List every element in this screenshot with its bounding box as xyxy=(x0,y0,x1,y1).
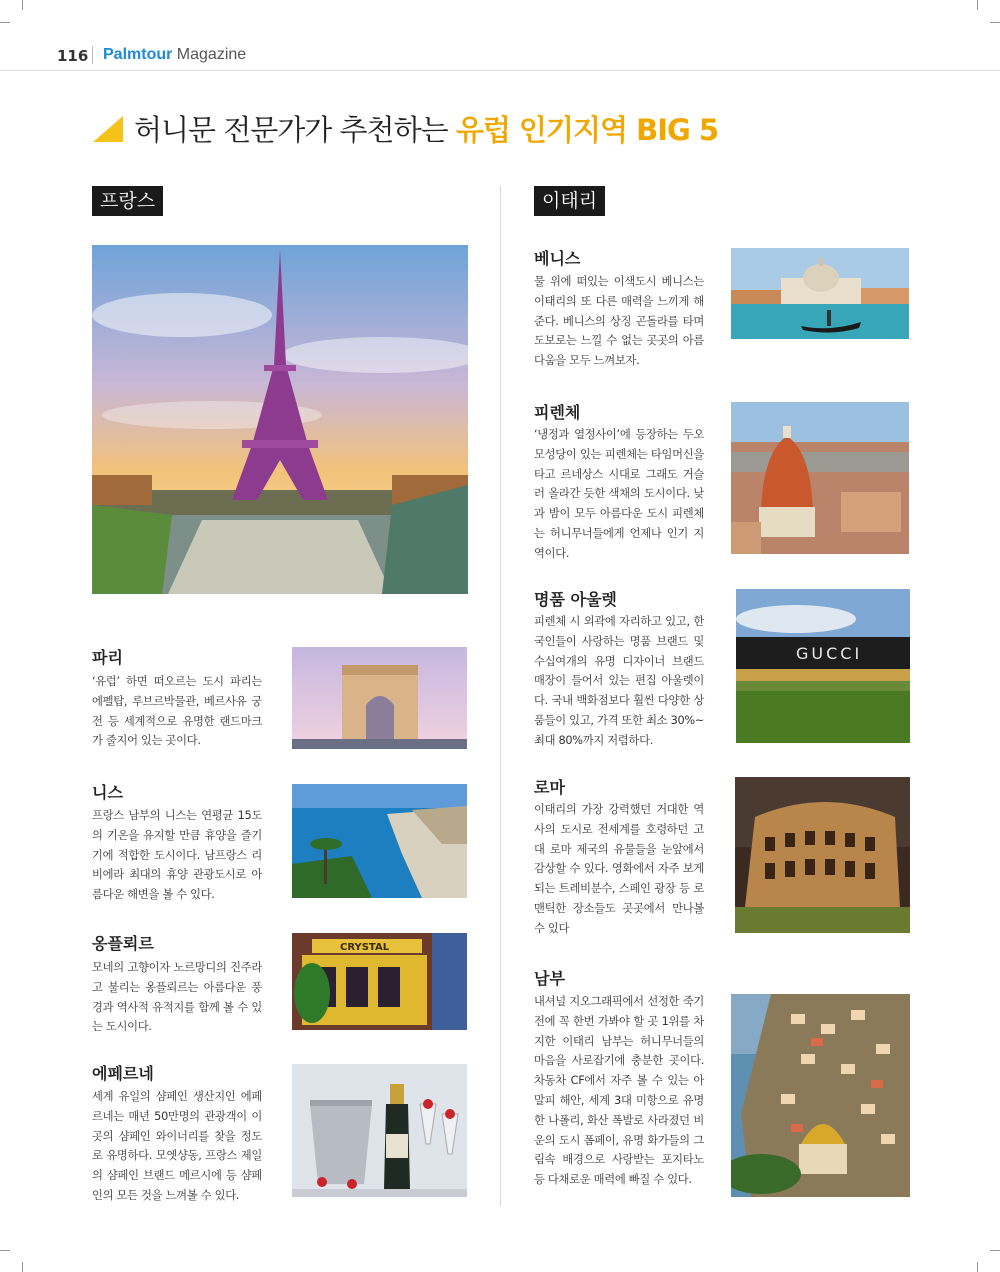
section-text-nice: 프랑스 남부의 니스는 연평균 15도의 기온을 유지할 만큼 휴양을 즐기기에 적합한 도시이다. 남프랑스 리비에라 최대의 휴양 관광도시로 아름다운 해변을 볼 수 있다. xyxy=(92,809,262,902)
page-header xyxy=(0,40,1000,71)
crop-mark xyxy=(977,0,978,10)
crystal-sign-text: CRYSTAL xyxy=(340,942,390,953)
column-divider xyxy=(500,186,501,1206)
eiffel-tower-photo xyxy=(92,245,468,594)
section-heading-venice: 베니스 xyxy=(534,249,581,268)
arc-de-triomphe-photo xyxy=(292,647,467,749)
brand-light: Magazine xyxy=(176,46,247,63)
section-text-rome: 이태리의 가장 강력했던 거대한 역사의 도시로 전세계를 호령하던 고대 로마 제국의 유물들을 눈앞에서 감상할 수 있다. 영화에서 자주 보게 되는 트레비분수, 스페인 광장 등 로맨틱한 장소들도 곳곳에서 만나볼 수 있다 xyxy=(534,803,704,935)
section-text-paris: ‘유럽’ 하면 떠오르는 도시 파리는 에펠탑, 루브르박물관, 베르사유 궁전 등 세계적으로 유명한 랜드마크가 줄지어 있는 곳이다. xyxy=(92,675,262,748)
crop-mark xyxy=(0,1250,10,1251)
brand-bold: Palmtour xyxy=(103,46,173,63)
crop-mark xyxy=(22,0,23,10)
gucci-outlet-photo xyxy=(736,589,910,743)
section-heading-epernay: 에페르네 xyxy=(92,1064,154,1083)
crop-mark xyxy=(977,1262,978,1272)
section-heading-south: 남부 xyxy=(534,969,565,988)
crop-mark xyxy=(990,1250,1000,1251)
title-prefix: 허니문 전문가가 추천하는 xyxy=(134,113,456,147)
section-text-honfleur: 모네의 고향이자 노르망디의 진주라고 불리는 옹플뢰르는 아름다운 풍경과 역사적 유적지를 함께 볼 수 있는 도시이다. xyxy=(92,961,262,1034)
section-heading-outlet: 명품 아울렛 xyxy=(534,590,617,609)
section-heading-nice: 니스 xyxy=(92,783,123,802)
section-text-venice: 물 위에 떠있는 이색도시 베니스는 이태리의 또 다른 매력을 느끼게 해준다. 베니스의 상징 곤돌라를 타며 도보로는 느낄 수 없는 곳곳의 아름다움을 모두 느껴보자. xyxy=(534,275,704,368)
magazine-brand xyxy=(103,46,246,64)
florence-duomo-photo xyxy=(731,402,909,554)
header-divider xyxy=(92,46,93,64)
section-heading-honfleur: 옹플뢰르 xyxy=(92,934,154,953)
colosseum-photo xyxy=(735,777,910,933)
page-number: 116 xyxy=(57,47,89,65)
venice-gondola-photo xyxy=(731,248,909,339)
positano-photo xyxy=(731,994,910,1197)
crop-mark xyxy=(0,22,10,23)
gucci-sign-text: GUCCI xyxy=(796,644,863,663)
section-text-epernay: 세계 유일의 샴페인 생산지인 에페르네는 매년 50만명의 관광객이 이곳의 샴페인 와이너리를 찾을 정도로 유명하다. 모엣샹동, 프랑스 제일의 샴페인 브랜드 메르시에 등 샴페인의 모든 것을 느껴볼 수 있다. xyxy=(92,1090,262,1202)
country-label-italy: 이태리 xyxy=(534,186,605,216)
honfleur-cafe-photo xyxy=(292,933,467,1030)
title-highlight: 유럽 인기지역 BIG 5 xyxy=(455,113,719,147)
section-text-south: 내셔널 지오그래픽에서 선정한 죽기 전에 꼭 한번 가봐야 할 곳 1위를 차지한 이태리 남부는 허니무너들의 마음을 사로잡기에 충분한 곳이다. 차동차 CF에서 자주 볼 수 있는 아말피 해안, 세계 3대 미항으로 유명한 나폴리, 화산 폭발로 사라졌던 비운의 도시 폼페이, 유명 화가들의 그림속 배경으로 사랑받는 포지타노 등 다채로운 매력에 빠질 수 있다. xyxy=(534,995,704,1187)
section-text-outlet: 피렌체 시 외곽에 자리하고 있고, 한국인들이 사랑하는 명품 브랜드 및 수십여개의 유명 디자이너 브랜드 매장이 들어서 있는 편집 아울렛이다. 국내 백화점보다 훨씬 다양한 상품들이 있고, 가격 또한 최소 30%~최대 80%까지 저렴하다. xyxy=(534,615,704,747)
section-heading-rome: 로마 xyxy=(534,778,565,797)
nice-coast-photo xyxy=(292,784,467,898)
page-title xyxy=(134,108,718,149)
champagne-photo xyxy=(292,1064,467,1197)
crop-mark xyxy=(990,22,1000,23)
country-label-france: 프랑스 xyxy=(92,186,163,216)
section-text-florence: ‘냉정과 열정사이’에 등장하는 두오모성당이 있는 피렌체는 타임머신을 타고 르네상스 시대로 그래도 거슬러 올라간 듯한 색채의 도시이다. 낮과 밤이 모두 아름다운 도시 피렌체는 허니무너들에게 언제나 인기 지역이다. xyxy=(534,428,704,560)
section-heading-florence: 피렌체 xyxy=(534,403,581,422)
crop-mark xyxy=(22,1262,23,1272)
title-triangle-icon xyxy=(93,116,123,142)
section-heading-paris: 파리 xyxy=(92,648,123,667)
